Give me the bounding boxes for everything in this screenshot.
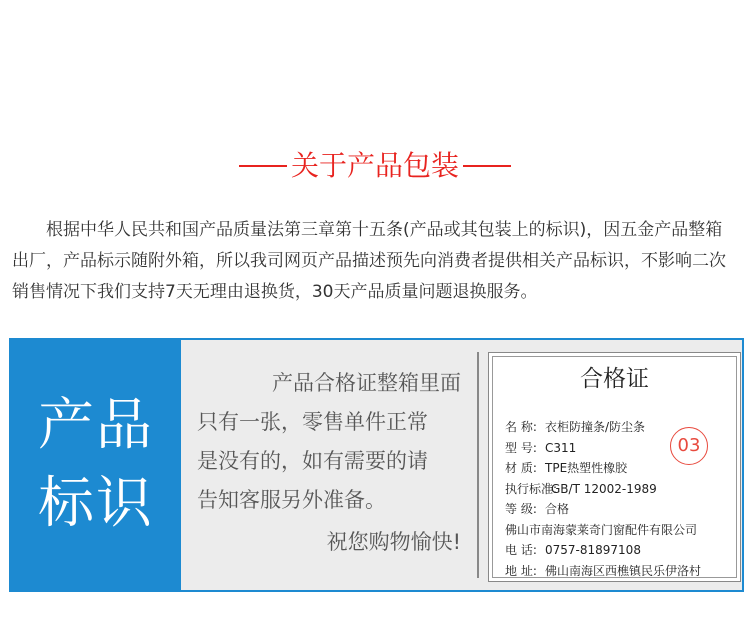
certificate-field-address	[505, 561, 740, 582]
certificate-field-grade	[505, 499, 740, 520]
notice-line-4: 告知客服另外准备。	[197, 488, 386, 512]
field-value: C311	[545, 440, 577, 455]
field-value: TPE热塑性橡胶	[545, 461, 628, 475]
certificate-field-phone	[505, 540, 740, 561]
intro-text: 根据中华人民共和国产品质量法第三章第十五条(产品或其包装上的标识)，因五金产品整箱出厂，产品标示随附外箱，所以我司网页产品描述预先向消费者提供相关产品标识，不影响二次销售情况下我们支持7天无理由退换货，30天产品质量问题退换服务。	[12, 220, 726, 302]
field-key: 地 址:	[505, 563, 537, 578]
product-label-panel	[9, 338, 744, 592]
panel-divider	[477, 352, 479, 578]
field-key: 型 号:	[505, 440, 537, 455]
field-value: 佛山南海区西樵镇民乐伊洛村	[545, 563, 702, 578]
label-line-2: 标识	[38, 471, 154, 536]
certificate-field-material	[505, 458, 740, 479]
field-value: GB/T 12002-1989	[551, 481, 657, 496]
certificate-title: 合格证	[580, 366, 649, 392]
label-line-1: 产品	[38, 393, 154, 458]
intro-paragraph	[12, 215, 738, 308]
field-key: 等 级:	[505, 502, 537, 516]
field-value: 合格	[545, 502, 570, 516]
field-key: 执行标准:	[505, 481, 558, 496]
field-key: 名 称:	[505, 420, 537, 434]
field-value: 0757-81897108	[545, 543, 641, 557]
certificate-field-company	[505, 520, 740, 541]
field-key: 电 话:	[505, 543, 537, 557]
heading-right-rule	[463, 165, 511, 167]
certificate-notice	[197, 364, 461, 562]
heading-left-rule	[239, 165, 287, 167]
notice-line-1: 产品合格证整箱里面	[272, 371, 461, 395]
notice-line-2: 只有一张，零售单件正常	[197, 410, 428, 434]
certificate-card	[488, 352, 741, 582]
field-value: 衣柜防撞条/防尘条	[545, 420, 646, 434]
heading-title: 关于产品包装	[290, 149, 459, 182]
notice-line-3: 是没有的，如有需要的请	[197, 449, 428, 473]
inspection-stamp: 03	[670, 427, 708, 465]
field-key: 材 质:	[505, 461, 537, 475]
certificate-field-standard	[505, 479, 740, 500]
field-value: 佛山市南海蒙莱奇门窗配件有限公司	[505, 522, 698, 537]
product-label-block	[11, 340, 181, 590]
notice-thanks: 祝您购物愉快!	[326, 530, 461, 554]
section-heading	[0, 148, 750, 184]
